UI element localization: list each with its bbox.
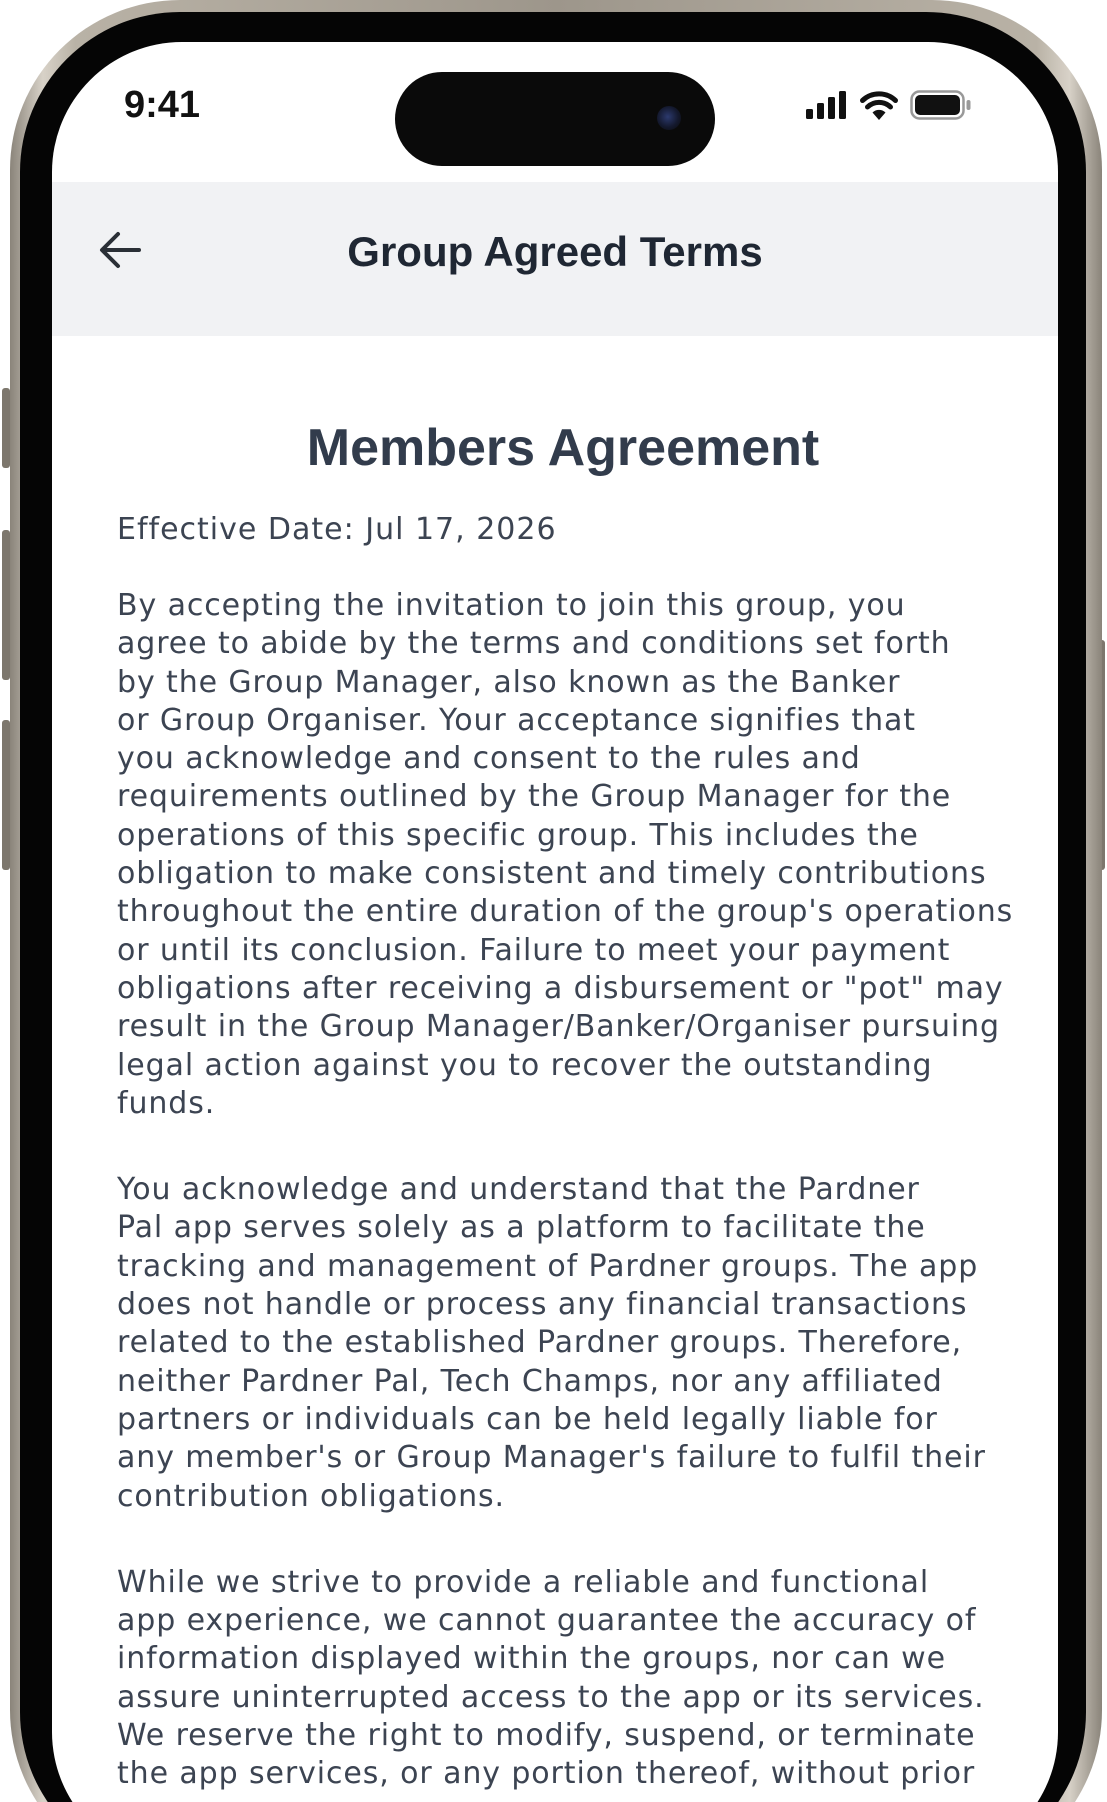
agreement-paragraph: You acknowledge and understand that the Pardner Pal app serves solely as a platform to facilitate the tracking and management of Pardner groups. The app does not handle or process any financial transactions related to the established Pardner groups. Therefore, neither Pardner Pal, Tech Champs, nor any affiliated partners or individuals can be held legally liable for any member's or Group Manager's failure to fulfil their contribution obligations. bbox=[117, 1172, 986, 1514]
status-icons bbox=[806, 90, 972, 124]
volume-down-button bbox=[2, 720, 10, 870]
battery-icon bbox=[910, 90, 972, 124]
agreement-content bbox=[117, 418, 1017, 1802]
volume-up-button bbox=[2, 530, 10, 680]
action-button bbox=[2, 388, 10, 468]
agreement-paragraph: While we strive to provide a reliable and functional app experience, we cannot guarantee the accuracy of information displayed within the groups, nor can we assure uninterrupted access to the app or its services. We reserve the right to modify, suspend, or terminate the app services, or any portion thereof, without prior bbox=[117, 1564, 985, 1792]
camera-icon bbox=[657, 106, 681, 130]
agreement-paragraph: By accepting the invitation to join this group, you agree to abide by the terms and conditions set forth by the Group Manager, also known as the Banker or Group Organiser. Your acceptance signifies that you acknowledge and consent to the rules and requirements outlined by the Group Manager for the operations of this specific group. This includes the obligation to make consistent and timely contributions throughout the entire duration of the group's operations or until its conclusion. Failure to meet your payment obligations after receiving a disbursement or "pot" may result in the Group Manager/Banker/Organiser pursuing legal action against you to recover the outstanding funds. bbox=[117, 588, 1014, 1121]
cellular-signal-icon bbox=[806, 91, 848, 123]
status-time: 9:41 bbox=[124, 84, 201, 126]
effective-date: Effective Date: Jul 17, 2026 bbox=[117, 512, 557, 547]
document-title: Members Agreement bbox=[306, 419, 820, 477]
app-header bbox=[52, 182, 1058, 336]
wifi-icon bbox=[860, 90, 898, 124]
dynamic-island bbox=[395, 72, 715, 166]
phone-screen bbox=[52, 42, 1058, 1802]
page-title: Group Agreed Terms bbox=[347, 228, 763, 275]
